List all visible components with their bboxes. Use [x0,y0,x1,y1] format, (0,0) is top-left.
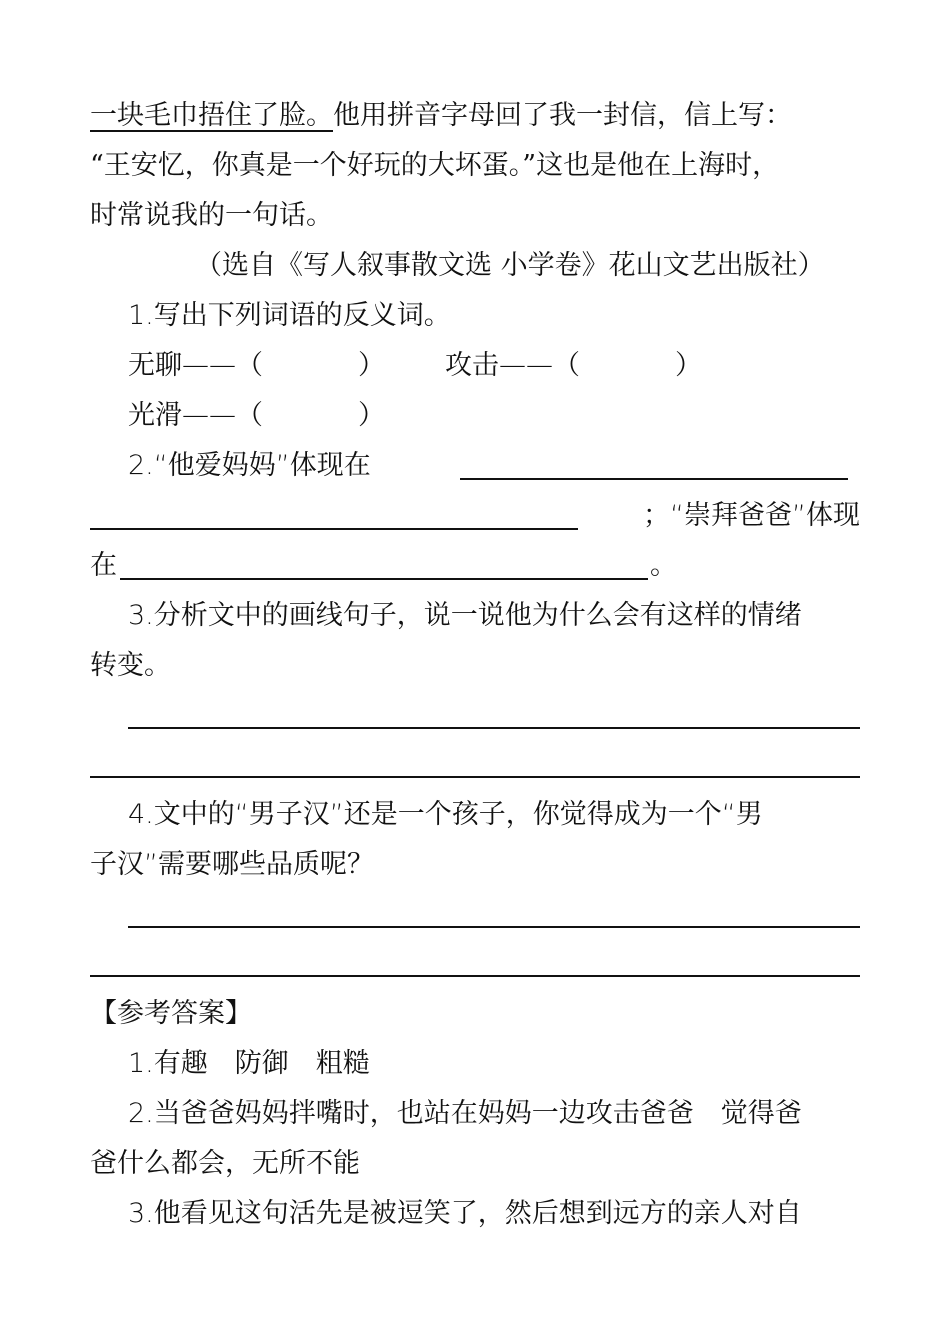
answer-1: 1.有趣 防御 粗糙 [128,1048,370,1079]
q3-answer-line-2[interactable] [90,776,860,778]
question-2-part-3: 在 [90,550,117,581]
q1-item-2-close: ） [675,350,702,381]
underlined-sentence: 一块毛巾捂住了脸。 [90,100,333,131]
question-1-prompt: 1.写出下列词语的反义词。 [128,300,451,331]
q1-item-1-close: ） [358,350,385,381]
q1-item-1 [128,348,428,384]
question-3-line-1: 3.分析文中的画线句子，说一说他为什么会有这样的情绪 [128,600,802,631]
q2-answer-line-1[interactable] [460,478,848,480]
passage-line-3: 时常说我的一句话。 [90,200,333,231]
passage-line-1-rest: 他用拼音字母回了我一封信，信上写： [333,100,792,131]
passage-source: （选自《写人叙事散文选 小学卷》花山文艺出版社） [195,250,825,281]
answer-3-line-1: 3.他看见这句活先是被逗笑了，然后想到远方的亲人对自 [128,1198,802,1229]
q1-item-3 [128,398,428,434]
question-2-end: 。 [650,550,677,581]
q2-answer-line-2[interactable] [90,528,578,530]
question-2-part-1: 2.“他爱妈妈”体现在 [128,450,371,481]
answer-2-line-1: 2.当爸爸妈妈拌嘴时，也站在妈妈一边攻击爸爸 觉得爸 [128,1098,802,1129]
q1-item-3-word: 光滑——（ [128,400,263,431]
question-2-part-2: ；“崇拜爸爸”体现 [643,500,860,531]
q1-item-1-word: 无聊——（ [128,350,263,381]
question-4-line-1: 4.文中的“男子汉”还是一个孩子，你觉得成为一个“男 [128,799,763,830]
q1-item-3-close: ） [358,400,385,431]
q1-item-2-word: 攻击——（ [445,350,580,381]
q2-answer-line-3[interactable] [120,578,648,580]
passage-line-1 [90,98,860,134]
q3-answer-line-1[interactable] [128,727,860,729]
q4-answer-line-1[interactable] [128,926,860,928]
q1-item-2 [445,348,745,384]
passage-line-2: “王安忆，你真是一个好玩的大坏蛋。”这也是他在上海时， [90,150,780,181]
answers-heading: 【参考答案】 [90,998,252,1029]
answer-2-line-2: 爸什么都会，无所不能 [90,1148,360,1179]
question-4-line-2: 子汉”需要哪些品质呢？ [90,849,374,880]
question-3-line-2: 转变。 [90,650,171,681]
q4-answer-line-2[interactable] [90,975,860,977]
